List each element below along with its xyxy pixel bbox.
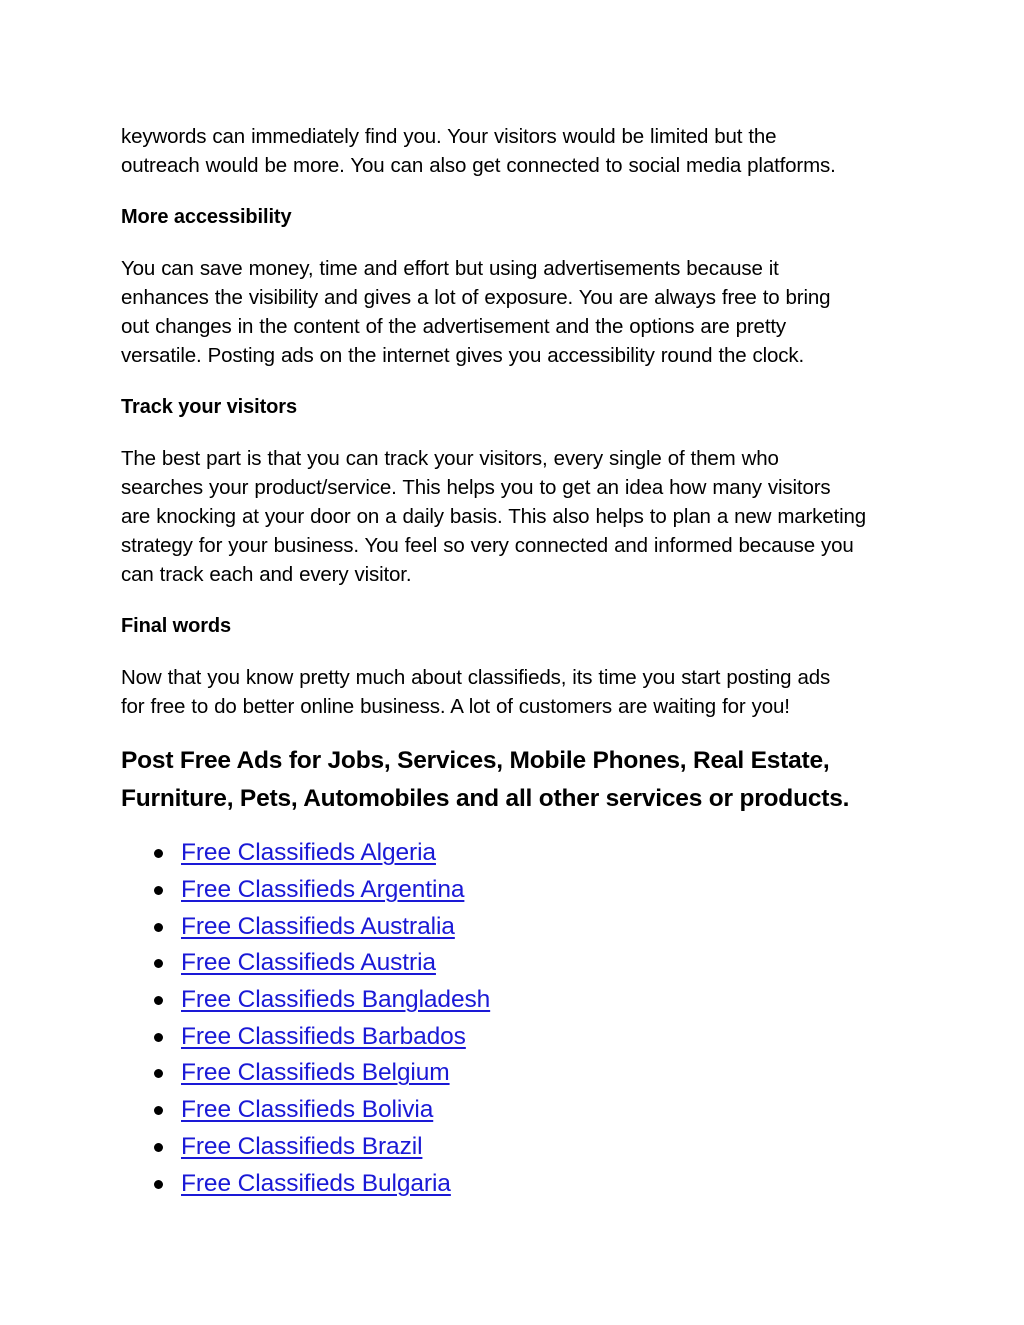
bullet-icon: [154, 1033, 163, 1042]
list-item: [121, 982, 911, 1019]
link-free-classifieds-bulgaria[interactable]: Free Classifieds Bulgaria: [181, 1169, 451, 1197]
final-paragraph: [121, 663, 911, 721]
text-line: for free to do better online business. A lot of customers are waiting for you!: [121, 695, 790, 718]
text-line: strategy for your business. You feel so very connected and informed because you: [121, 534, 854, 557]
bullet-icon: [154, 1106, 163, 1115]
heading-line: Furniture, Pets, Automobiles and all other services or products.: [121, 785, 850, 812]
text-line: searches your product/service. This helps you to get an idea how many visitors: [121, 476, 831, 499]
classifieds-link-list: [121, 835, 911, 1202]
accessibility-paragraph: [121, 254, 911, 370]
bullet-icon: [154, 849, 163, 858]
bullet-icon: [154, 1143, 163, 1152]
list-item: [121, 1018, 911, 1055]
list-item: [121, 908, 911, 945]
list-item: [121, 1055, 911, 1092]
bullet-icon: [154, 1069, 163, 1078]
text-line: Now that you know pretty much about classifieds, its time you start posting ads: [121, 666, 831, 689]
link-free-classifieds-bolivia[interactable]: Free Classifieds Bolivia: [181, 1096, 434, 1124]
list-item: [121, 1165, 911, 1202]
list-item: [121, 945, 911, 982]
text-line: can track each and every visitor.: [121, 563, 412, 586]
section-heading-final-words: Final words: [121, 615, 232, 637]
link-free-classifieds-bangladesh[interactable]: Free Classifieds Bangladesh: [181, 986, 491, 1014]
text-line: outreach would be more. You can also get connected to social media platforms.: [121, 154, 836, 177]
track-paragraph: [121, 444, 911, 589]
bullet-icon: [154, 996, 163, 1005]
heading-line: Post Free Ads for Jobs, Services, Mobile Phones, Real Estate,: [121, 747, 830, 774]
text-line: out changes in the content of the advertisement and the options are pretty: [121, 315, 787, 338]
link-free-classifieds-austria[interactable]: Free Classifieds Austria: [181, 949, 436, 977]
link-free-classifieds-australia[interactable]: Free Classifieds Australia: [181, 912, 455, 940]
text-line: enhances the visibility and gives a lot of exposure. You are always free to bring: [121, 286, 831, 309]
intro-paragraph: [121, 122, 911, 180]
section-heading-more-accessibility: More accessibility: [121, 206, 292, 228]
bullet-icon: [154, 959, 163, 968]
bullet-icon: [154, 886, 163, 895]
list-item: [121, 1129, 911, 1166]
list-item: [121, 1092, 911, 1129]
link-free-classifieds-brazil[interactable]: Free Classifieds Brazil: [181, 1132, 423, 1160]
link-free-classifieds-belgium[interactable]: Free Classifieds Belgium: [181, 1059, 450, 1087]
text-line: are knocking at your door on a daily basis. This also helps to plan a new marketing: [121, 505, 866, 528]
link-free-classifieds-barbados[interactable]: Free Classifieds Barbados: [181, 1022, 466, 1050]
section-heading-track-visitors: Track your visitors: [121, 396, 297, 418]
bullet-icon: [154, 1180, 163, 1189]
list-item: [121, 835, 911, 872]
post-free-ads-heading: [121, 742, 911, 818]
link-free-classifieds-argentina[interactable]: Free Classifieds Argentina: [181, 876, 465, 904]
text-line: You can save money, time and effort but using advertisements because it: [121, 257, 779, 280]
link-free-classifieds-algeria[interactable]: Free Classifieds Algeria: [181, 839, 436, 867]
document-page: [121, 118, 911, 1202]
text-line: The best part is that you can track your visitors, every single of them who: [121, 447, 779, 470]
bullet-icon: [154, 923, 163, 932]
text-line: keywords can immediately find you. Your visitors would be limited but the: [121, 125, 777, 148]
list-item: [121, 872, 911, 909]
text-line: versatile. Posting ads on the internet gives you accessibility round the clock.: [121, 344, 805, 367]
